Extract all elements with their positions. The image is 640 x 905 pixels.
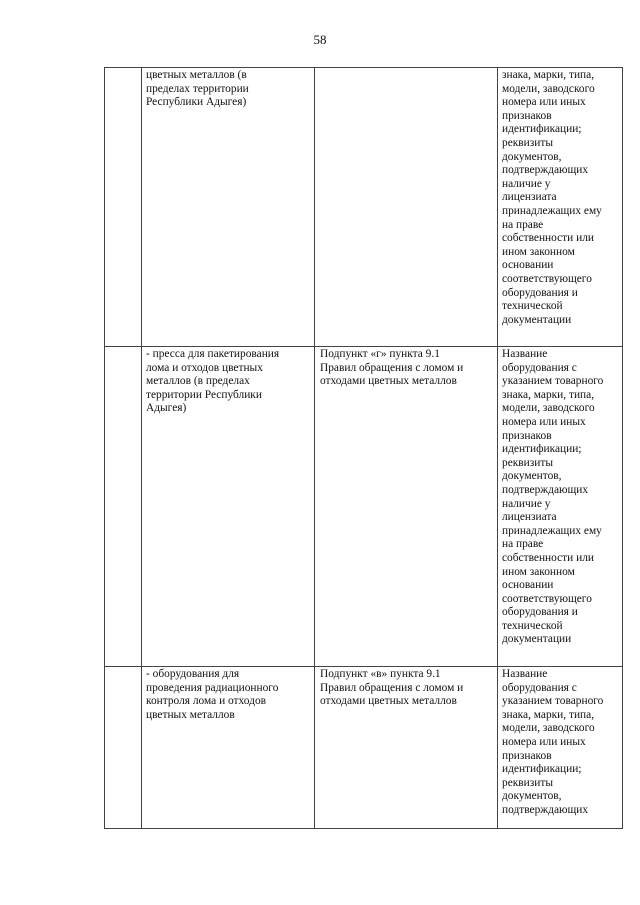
table-row <box>105 347 623 667</box>
activity-cell: цветных металлов (в пределах территории Республики Адыгея) <box>142 68 315 347</box>
requirements-cell: знака, марки, типа, модели, заводского номера или иных признаков идентификации; реквизиты документов, подтверждающих наличие у лицензиата принадлежащих ему на праве собственности или ином законном основании соответствующего оборудования и технической документации <box>498 68 623 347</box>
number-cell <box>105 68 142 347</box>
requirements-table <box>104 67 623 829</box>
number-cell <box>105 667 142 829</box>
legal-basis-cell: Подпункт «г» пункта 9.1 Правил обращения с ломом и отходами цветных металлов <box>315 347 498 667</box>
table-row <box>105 68 623 347</box>
activity-cell: - пресса для пакетирования лома и отходов цветных металлов (в пределах территории Республики Адыгея) <box>142 347 315 667</box>
number-cell <box>105 347 142 667</box>
requirements-cell: Название оборудования с указанием товарного знака, марки, типа, модели, заводского номера или иных признаков идентификации; реквизиты документов, подтверждающих <box>498 667 623 829</box>
requirements-cell: Название оборудования с указанием товарного знака, марки, типа, модели, заводского номера или иных признаков идентификации; реквизиты документов, подтверждающих наличие у лицензиата принадлежащих ему на праве собственности или ином законном основании соответствующего оборудования и технической документации <box>498 347 623 667</box>
legal-basis-cell: Подпункт «в» пункта 9.1 Правил обращения с ломом и отходами цветных металлов <box>315 667 498 829</box>
page-number: 58 <box>313 32 327 47</box>
table-row <box>105 667 623 829</box>
legal-basis-cell <box>315 68 498 347</box>
activity-cell: - оборудования для проведения радиационного контроля лома и отходов цветных металлов <box>142 667 315 829</box>
